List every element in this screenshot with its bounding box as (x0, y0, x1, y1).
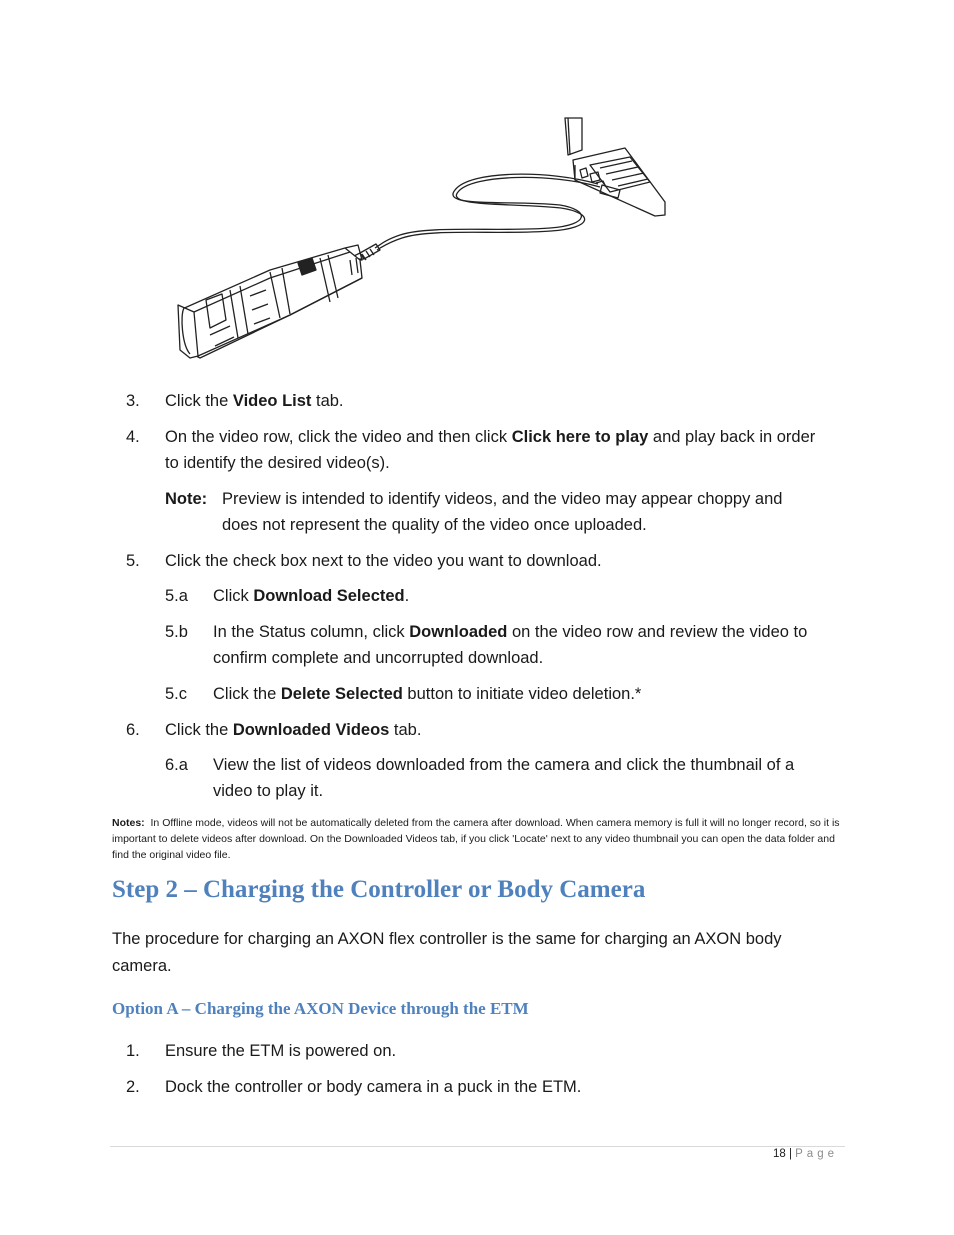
subsection-heading: Option A – Charging the AXON Device through the ETM (112, 999, 529, 1018)
step-6a (213, 752, 853, 804)
step-4 (165, 424, 855, 476)
step-text: and play back in order (648, 428, 816, 446)
option-a-step-1: Ensure the ETM is powered on. (165, 1042, 397, 1060)
step-number: 5. (126, 552, 140, 570)
section-heading: Step 2 – Charging the Controller or Body Camera (112, 876, 646, 903)
ui-term: Click here to play (511, 428, 649, 446)
footer-divider (110, 1146, 845, 1147)
note-label: Note: (165, 490, 208, 508)
intro-paragraph: The procedure for charging an AXON flex controller is the same for charging an AXON body camera. (112, 930, 782, 975)
step-text: tab. (311, 392, 344, 410)
ui-term: Video List (232, 392, 312, 410)
step-number: 4. (126, 428, 140, 446)
usb-cable (375, 174, 598, 248)
step-number: 1. (126, 1042, 140, 1060)
step-text: to identify the desired video(s). (165, 454, 390, 472)
page-footer (773, 1148, 838, 1160)
step-text: In the Status column, click (213, 623, 410, 641)
ui-term: Download Selected (253, 587, 405, 605)
substep-number: 6.a (165, 756, 188, 774)
notes-label: Notes: (112, 817, 145, 829)
camera-body (178, 245, 362, 358)
laptop-base (573, 148, 665, 216)
notes-text: In Offline mode, videos will not be automatically deleted from the camera after download. When camera memory is full it will no longer record, so it is important to delete videos after download. On the Downloaded Videos tab, if you click 'Locate' next to any video thumbnail you can open the data folder and find the original video file. (112, 817, 840, 861)
ui-term: Downloaded Videos (232, 721, 390, 739)
step-text: On the video row, click the video and then click (165, 428, 512, 446)
note-text (222, 486, 852, 538)
step-number: 6. (126, 721, 140, 739)
substep-number: 5.c (165, 685, 188, 703)
camera-usb-illustration (170, 110, 670, 365)
step-text: Click the (213, 685, 281, 703)
step-text: button to initiate video deletion.* (402, 685, 642, 703)
step-text: View the list of videos downloaded from the camera and click the thumbnail of a (213, 756, 795, 774)
laptop-screen (565, 118, 582, 155)
step-text: video to play it. (213, 782, 324, 800)
step-text: tab. (389, 721, 422, 739)
step-5b (213, 619, 853, 671)
step-3 (165, 388, 344, 414)
page-word: Page (795, 1148, 838, 1160)
option-a-step-2: Dock the controller or body camera in a puck in the ETM. (165, 1078, 582, 1096)
ui-term: Downloaded (409, 623, 508, 641)
step-text: . (404, 587, 410, 605)
step-text: Click the (165, 721, 233, 739)
step-text: on the video row and review the video to (507, 623, 808, 641)
step-5: Click the check box next to the video you want to download. (165, 552, 602, 570)
step-5c (213, 681, 641, 707)
footer-separator: | (788, 1148, 792, 1160)
step-number: 2. (126, 1078, 140, 1096)
step-text: confirm complete and uncorrupted download. (213, 649, 544, 667)
substep-number: 5.b (165, 623, 188, 641)
step-6 (165, 717, 421, 743)
notes-block (112, 815, 847, 863)
note-line: Preview is intended to identify videos, and the video may appear choppy and (222, 490, 783, 508)
step-5a (213, 583, 409, 609)
step-text: Click the (165, 392, 233, 410)
step-number: 3. (126, 392, 140, 410)
ui-term: Delete Selected (280, 685, 403, 703)
page-number: 18 (772, 1148, 786, 1160)
note-line: does not represent the quality of the video once uploaded. (222, 516, 647, 534)
substep-number: 5.a (165, 587, 188, 605)
step-text: Click (213, 587, 254, 605)
